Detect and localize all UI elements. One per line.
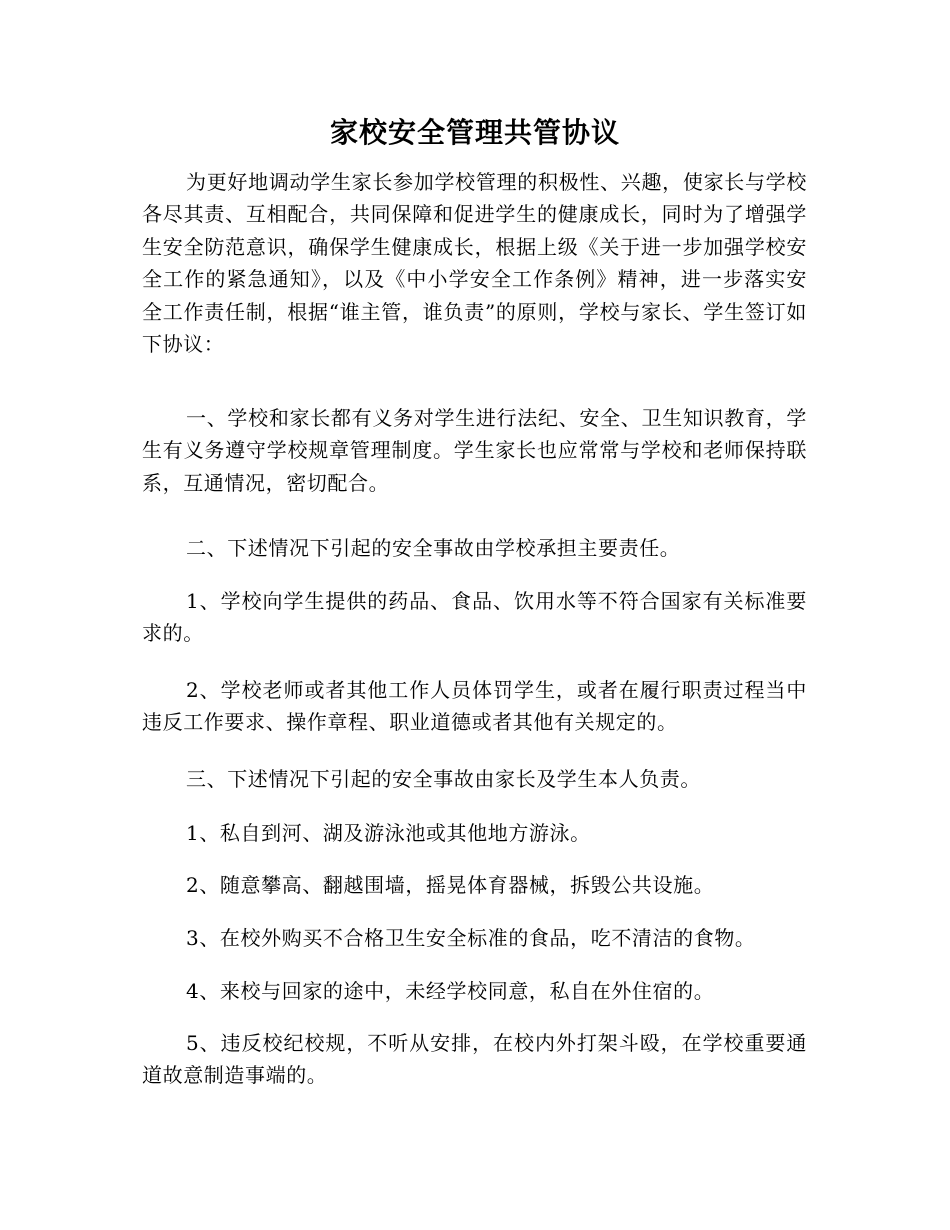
clause-three-item-2: 2、随意攀高、翻越围墙，摇晃体育器械，拆毁公共设施。	[186, 873, 715, 897]
clause-one-paragraph: 一、学校和家长都有义务对学生进行法纪、安全、卫生知识教育，学生有义务遵守学校规章管理制度。学生家长也应常常与学校和老师保持联系，互通情况，密切配合。	[142, 406, 807, 495]
clause-three-item-1: 1、私自到河、湖及游泳池或其他地方游泳。	[186, 821, 591, 845]
clause-two-item-1: 1、学校向学生提供的药品、食品、饮用水等不符合国家有关标准要求的。	[142, 589, 807, 646]
clause-three-item-3: 3、在校外购买不合格卫生安全标准的食品，吃不清洁的食物。	[186, 926, 756, 950]
clause-two-item-2: 2、学校老师或者其他工作人员体罚学生，或者在履行职责过程当中违反工作要求、操作章程、职业道德或者其他有关规定的。	[142, 678, 807, 735]
clause-three-heading: 三、下述情况下引起的安全事故由家长及学生本人负责。	[186, 767, 701, 791]
clause-three-item-4: 4、来校与回家的途中，未经学校同意，私自在外住宿的。	[186, 979, 715, 1003]
clause-two-heading: 二、下述情况下引起的安全事故由学校承担主要责任。	[186, 536, 681, 560]
document-title: 家校安全管理共管协议	[329, 116, 620, 149]
clause-three-item-5: 5、违反校纪校规，不听从安排，在校内外打架斗殴，在学校重要通道故意制造事端的。	[142, 1031, 807, 1088]
intro-paragraph: 为更好地调动学生家长参加学校管理的积极性、兴趣，使家长与学校各尽其责、互相配合，共同保障和促进学生的健康成长，同时为了增强学生安全防范意识，确保学生健康成长，根据上级《关于进一步加强学校安全工作的紧急通知》，以及《中小学安全工作条例》精神，进一步落实安全工作责任制，根据“谁主管，谁负责”的原则，学校与家长、学生签订如下协议：	[142, 170, 807, 357]
